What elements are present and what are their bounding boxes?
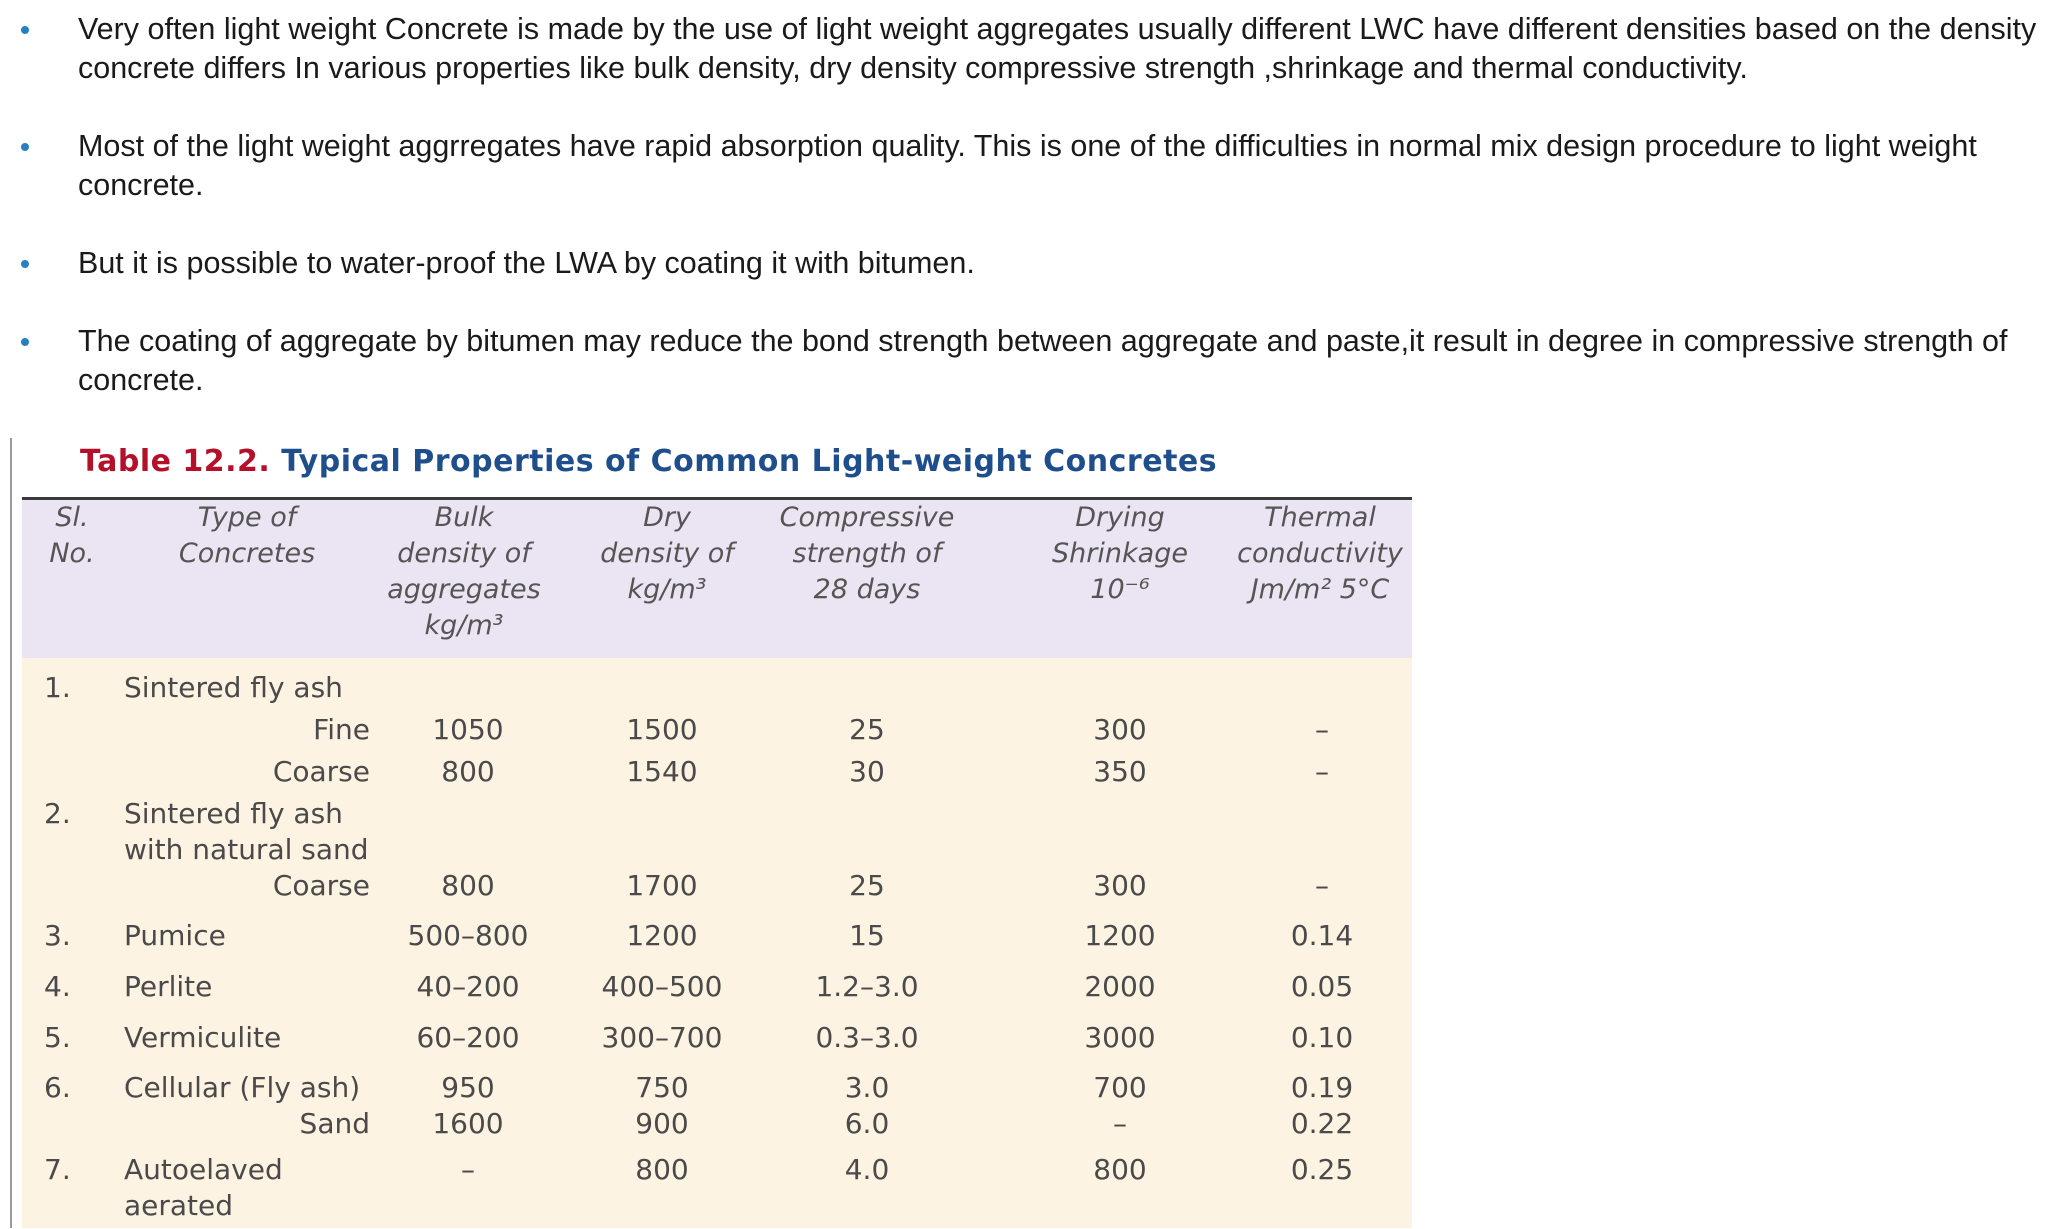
- cell-shrinkage: 300: [1093, 869, 1147, 902]
- cell-bulk: 60–200: [416, 1021, 520, 1054]
- row-number: 3.: [44, 919, 71, 952]
- bullet-dot-icon: [21, 338, 29, 346]
- cell-compressive: 30: [849, 755, 885, 788]
- cell-thermal: 0.05: [1290, 970, 1354, 1003]
- cell-compressive: 0.3–3.0: [815, 1021, 919, 1054]
- row-name-line2: aerated: [124, 1189, 234, 1222]
- bullet-text: The coating of aggregate by bitumen may reduce the bond strength between aggregate and paste,it result in degree in compressive strength of concrete.: [78, 324, 2008, 397]
- cell-dry: 300–700: [601, 1021, 723, 1054]
- cell-bulk: 1050: [432, 713, 504, 746]
- row-number: 2.: [44, 797, 71, 830]
- cell-bulk: 800: [441, 869, 495, 902]
- row-subtype: Fine: [313, 713, 370, 746]
- cell-compressive: 25: [849, 869, 885, 902]
- header-bulk-density: Bulk density of aggregates kg/m³: [387, 502, 541, 641]
- row-name: Cellular (Fly ash): [124, 1071, 361, 1104]
- header-type: Type of Concretes: [178, 502, 316, 569]
- cell-dry: 400–500: [601, 970, 723, 1003]
- cell-shrinkage: –: [1113, 1107, 1127, 1140]
- cell-dry: 1700: [626, 869, 698, 902]
- table-title-text: Typical Properties of Common Light-weight Concretes: [281, 444, 1218, 479]
- header-compressive-strength: Compressive strength of 28 days: [779, 502, 955, 605]
- row-number: 7.: [44, 1153, 71, 1186]
- cell-thermal: 0.22: [1290, 1107, 1354, 1140]
- row-number: 5.: [44, 1021, 71, 1054]
- cell-bulk: 500–800: [407, 919, 529, 952]
- cell-compressive: 25: [849, 713, 885, 746]
- header-thermal-conductivity: Thermal conductivity Jm/m² 5°C: [1237, 502, 1403, 605]
- cell-dry: 1200: [626, 919, 698, 952]
- cell-shrinkage: 2000: [1084, 970, 1156, 1003]
- cell-thermal: –: [1315, 713, 1329, 746]
- cell-bulk: 1600: [432, 1107, 504, 1140]
- cell-shrinkage: 3000: [1084, 1021, 1156, 1054]
- cell-shrinkage: 300: [1093, 713, 1147, 746]
- cell-thermal: 0.25: [1290, 1153, 1354, 1186]
- bullet-dot-icon: [21, 260, 29, 268]
- cell-thermal: 0.14: [1290, 919, 1354, 952]
- cell-dry: 750: [635, 1071, 689, 1104]
- cell-compressive: 6.0: [844, 1107, 890, 1140]
- bullet-dot-icon: [21, 26, 29, 34]
- cell-compressive: 3.0: [844, 1071, 890, 1104]
- header-drying-shrinkage: Drying Shrinkage 10⁻⁶: [1052, 502, 1188, 605]
- bullet-dot-icon: [21, 143, 29, 151]
- row-subtype: Coarse: [272, 755, 370, 788]
- cell-shrinkage: 350: [1093, 755, 1147, 788]
- cell-bulk: 40–200: [416, 970, 520, 1003]
- cell-shrinkage: 700: [1093, 1071, 1147, 1104]
- row-name: Vermiculite: [124, 1021, 282, 1054]
- properties-table-image: [10, 438, 1414, 1228]
- row-subtype: Sand: [299, 1107, 370, 1140]
- cell-thermal: –: [1315, 869, 1329, 902]
- cell-dry: 1540: [626, 755, 698, 788]
- bullet-text: Very often light weight Concrete is made by the use of light weight aggregates usually different LWC have different densities based on the density concrete differs In various properties like bulk density, dry density compressive strength ,shrinkage and thermal conductivity.: [78, 12, 2037, 85]
- row-name: Pumice: [124, 919, 226, 952]
- cell-thermal: –: [1315, 755, 1329, 788]
- row-subtype: Coarse: [272, 869, 370, 902]
- table-title-number: Table 12.2.: [80, 444, 271, 479]
- row-name: Sintered fly ash: [124, 671, 343, 704]
- cell-dry: 1500: [626, 713, 698, 746]
- bullet-text: Most of the light weight aggrregates have rapid absorption quality. This is one of the difficulties in normal mix design procedure to light weight concrete.: [78, 129, 1977, 202]
- row-number: 1.: [44, 671, 71, 704]
- cell-thermal: 0.19: [1290, 1071, 1354, 1104]
- row-number: 6.: [44, 1071, 71, 1104]
- row-name-line2: with natural sand: [124, 833, 369, 866]
- row-number: 4.: [44, 970, 71, 1003]
- cell-bulk: –: [461, 1153, 475, 1186]
- row-name: Sintered fly ash: [124, 797, 343, 830]
- cell-dry: 800: [635, 1153, 689, 1186]
- header-dry-density: Dry density of kg/m³: [600, 502, 734, 605]
- cell-shrinkage: 800: [1093, 1153, 1147, 1186]
- header-sl-no: Sl. No.: [49, 502, 95, 569]
- cell-bulk: 950: [441, 1071, 495, 1104]
- cell-bulk: 800: [441, 755, 495, 788]
- cell-compressive: 1.2–3.0: [815, 970, 919, 1003]
- cell-compressive: 4.0: [844, 1153, 890, 1186]
- cell-thermal: 0.10: [1290, 1021, 1354, 1054]
- cell-compressive: 15: [849, 919, 885, 952]
- cell-shrinkage: 1200: [1084, 919, 1156, 952]
- row-name: Autoelaved: [124, 1153, 283, 1186]
- cell-dry: 900: [635, 1107, 689, 1140]
- table-title: [80, 438, 1217, 486]
- bullet-text: But it is possible to water-proof the LWA by coating it with bitumen.: [78, 246, 975, 280]
- row-name: Perlite: [124, 970, 213, 1003]
